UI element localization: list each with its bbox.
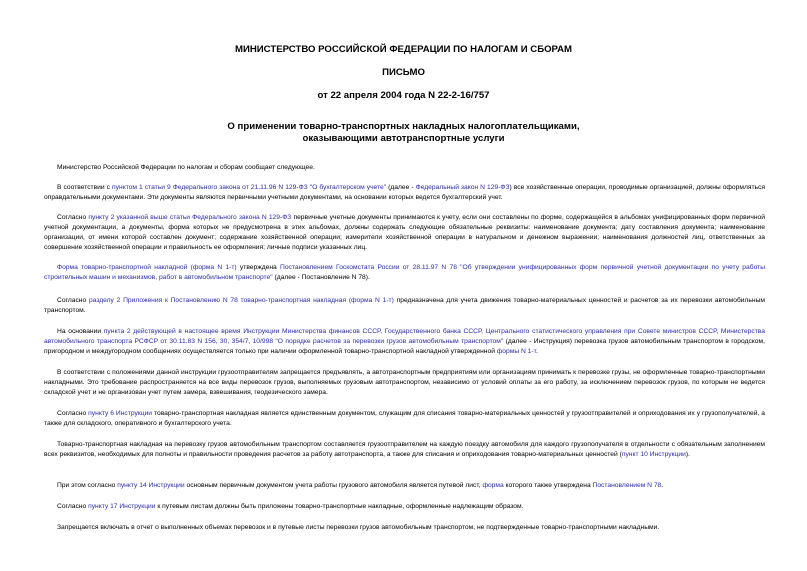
- paragraph-text: которого также утверждена: [503, 482, 593, 489]
- paragraph-text: Согласно: [57, 297, 89, 304]
- paragraph-6-link[interactable]: формы N 1-т: [496, 348, 536, 355]
- paragraph-text: (далее - Инструкция) перевозка грузов автомобильным транспортом в городском, пригородном и междугородном сообщениях осуществляется только при наличии оформленной товарно-транспортной накладной утвержденной: [44, 338, 765, 355]
- paragraph-10-link[interactable]: форма: [482, 482, 504, 489]
- paragraph-text: Согласно: [57, 503, 89, 510]
- date-number: от 22 апреля 2004 года N 22-2-16/757: [317, 90, 490, 101]
- paragraph-text: Согласно: [57, 410, 89, 417]
- paragraph-text: товарно-транспортная накладная является единственным документом, служащим для списания товарно-материальных ценностей у грузоотправителей и оприходования их у грузополучателей, а также для складского, оперативного и бухгалтерского учета.: [44, 410, 766, 427]
- paragraph-text: ).: [685, 451, 690, 458]
- paragraph-10-link[interactable]: пункту 14 Инструкции: [117, 482, 185, 489]
- paragraph-10-link[interactable]: Постановлением N 78: [592, 482, 662, 489]
- paragraph-9-link[interactable]: пункт 10 Инструкции: [621, 451, 686, 458]
- paragraph-9: [44, 440, 765, 460]
- paragraph-6-link[interactable]: пункта 2 действующей в настоящее время Инструкции Министерства финансов СССР, Государственного банка СССР, Центрального статистического управления при Совете министров СССР, Министерства автомобильного транспорта РСФСР от 30.11.83 N 156, 30, 354/7, 10/998 "О порядке расчетов за перевозки грузов автомобильным транспортом": [44, 328, 765, 345]
- subject-line-2: оказывающими автотранспортные услуги: [302, 133, 505, 144]
- paragraph-text: (далее -: [386, 184, 416, 191]
- paragraph-4-link[interactable]: Постановлением Госкомстата России от 28.11.97 N 78 "Об утверждении унифицированных форм первичной учетной документации по учету работы строительных машин и механизмов, работ в автомобильном транспорте": [44, 264, 766, 281]
- paragraph-1: [44, 163, 765, 173]
- paragraph-text: (далее - Постановление N 78).: [272, 274, 370, 281]
- paragraph-6: [44, 327, 765, 357]
- paragraph-text: первичные учетные документы принимаются к учету, если они составлены по форме, содержащейся в альбомах унифицированных форм первичной учетной документации, а документы, форма которых не предусмотрена в этих альбомах, должны содержать следующие обязательные реквизиты: наименование документа; дату составления документа; наименование организации, от имени которой составлен документ; содержание хозяйственной операции; измерители хозяйственной операции в натуральном и денежном выражении; наименования должностей лиц, ответственных за совершение хозяйственной операции и правильность ее оформления; личные подписи указанных лиц.: [44, 214, 766, 251]
- ministry-heading: МИНИСТЕРСТВО РОССИЙСКОЙ ФЕДЕРАЦИИ ПО НАЛОГАМ И СБОРАМ: [234, 44, 573, 55]
- document-type: ПИСЬМО: [382, 67, 425, 78]
- paragraph-5-link[interactable]: разделу 2 Приложения к Постановлению N 78 товарно-транспортная накладная (форма N 1-т): [88, 297, 394, 304]
- paragraph-4: [44, 263, 765, 283]
- paragraph-text: Запрещается включать в отчет о выполненных объемах перевозок и в путевые листы перевозки грузов автомобильным транспортом, не подтвержденные товарно-транспортными накладными.: [57, 524, 660, 531]
- paragraph-text: На основании: [57, 328, 104, 335]
- paragraph-5: [44, 296, 765, 316]
- paragraph-4-link[interactable]: Форма товарно-транспортной накладной (форма N 1-т): [57, 264, 237, 271]
- paragraph-text: утверждена: [236, 264, 281, 271]
- paragraph-text: основным первичным документом учета работы грузового автомобиля является путевой лист,: [184, 482, 483, 489]
- paragraph-text: .: [535, 348, 538, 355]
- paragraph-2-link[interactable]: пунктом 1 статьи 9 Федерального закона от 21.11.96 N 129-ФЗ "О бухгалтерском учете": [112, 184, 387, 191]
- paragraph-text: Министерство Российской Федерации по налогам и сборам сообщает следующее.: [57, 164, 315, 171]
- subject-line-1: О применении товарно-транспортных накладных налогоплательщиками,: [227, 121, 580, 132]
- paragraph-text: При этом согласно: [57, 482, 118, 489]
- paragraph-text: .: [661, 482, 664, 489]
- paragraph-2-link[interactable]: Федеральный закон N 129-ФЗ: [415, 184, 510, 191]
- paragraph-text: В соответствии с: [57, 184, 113, 191]
- paragraph-3-link[interactable]: пункту 2 указанной выше статьи Федерального закона N 129-ФЗ: [88, 214, 292, 221]
- paragraph-3: [44, 213, 765, 253]
- paragraph-8-link[interactable]: пункту 6 Инструкции: [88, 410, 153, 417]
- paragraph-text: к путевым листам должны быть приложены товарно-транспортные накладные, оформленные надлежащим образом.: [155, 503, 524, 510]
- paragraph-11-link[interactable]: пункту 17 Инструкции: [88, 503, 156, 510]
- paragraph-text: ) все хозяйственные операции, проводимые организацией, должны оформляться оправдательными документами. Эти документы являются первичными учетными документами, на основании которых ведется бухгалтерский учет.: [44, 184, 765, 201]
- paragraph-11: [44, 502, 765, 512]
- paragraph-text: В соответствии с положениями данной инструкции грузоотправителям запрещается предъявлять, а автотранспортным предприятиям или организациям принимать к перевозке грузы, не оформленные товарно-транспортными накладными. Это требование распространяется на все виды перевозок грузов, выполняемых грузовым автотранспортом, независимо от условий оплаты за его работу, за исключением перевозок грузов, по которым не ведется складской учет и не организован учет путем замера, взвешивания, геодезического замера.: [44, 369, 765, 396]
- paragraph-7: [44, 368, 765, 398]
- paragraph-12: [44, 523, 765, 533]
- paragraph-text: предназначена для учета движения товарно-материальных ценностей и расчетов за их перевозки автомобильным транспортом.: [44, 297, 765, 314]
- paragraph-text: Согласно: [57, 214, 89, 221]
- paragraph-2: [44, 183, 765, 203]
- paragraph-text: Товарно-транспортная накладная на перевозку грузов автомобильным транспортом составляется грузоотправителем на каждую поездку автомобиля для каждого грузополучателя в отдельности с обязательным заполнением всех реквизитов, необходимых для полноты и правильности проведения расчетов за работу автотранспорта, а также для списания и оприходования товарно-материальных ценностей (: [44, 441, 765, 458]
- paragraph-8: [44, 409, 765, 429]
- paragraph-10: [44, 481, 765, 491]
